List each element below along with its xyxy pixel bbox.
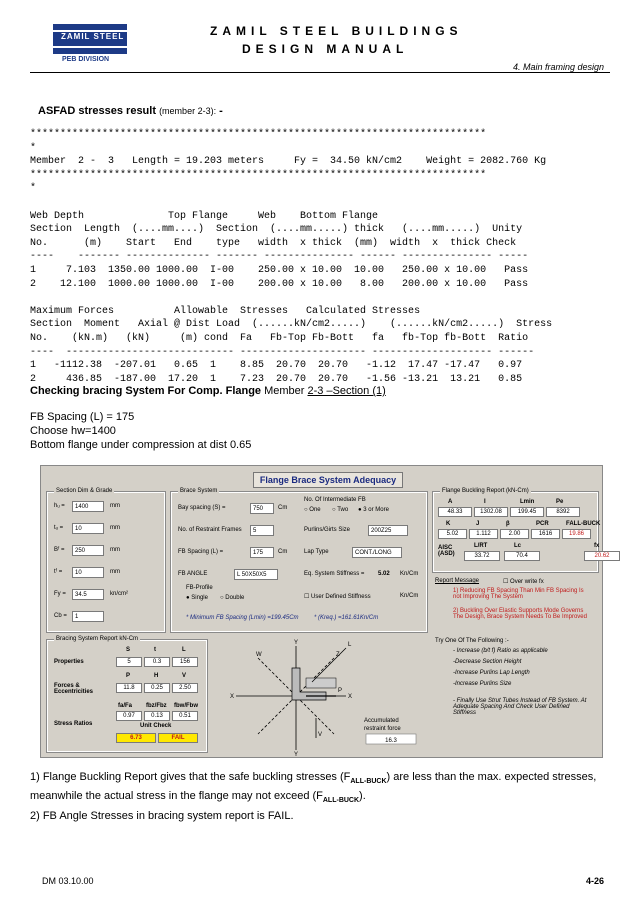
message-2: 2) Buckling Over Elastic Supports Mode Governs The Design, Brace System Needs To Be Improved	[453, 608, 587, 620]
lap-label: Lap Type	[304, 549, 329, 555]
fbr-value: 19.86	[562, 529, 591, 539]
note-1-c: ).	[359, 790, 366, 803]
report-message-label: Report Message	[435, 578, 480, 584]
diag-label-y-top: Y	[294, 640, 299, 646]
fbr-header: Pe	[556, 499, 564, 505]
header-rule	[30, 72, 610, 73]
ratios-header: fa/Fa	[118, 703, 133, 709]
ratios-header: fbz/Fbz	[146, 703, 167, 709]
tw-unit: mm	[110, 525, 120, 531]
flange-buckling-group	[433, 488, 610, 572]
diag-label-y-bottom: Y	[294, 752, 299, 758]
asfad-suffix: -	[216, 105, 223, 117]
section-dim-label: Section Dim & Grade	[56, 488, 113, 494]
bf-input[interactable]: 250	[72, 545, 104, 556]
fbr-value: 1.112	[469, 529, 498, 539]
asfad-line: No. (m) Start End type width x thick (mm) width x thick Check	[30, 237, 517, 249]
fy-unit: kn/cm²	[110, 591, 128, 597]
props-value: 5	[116, 657, 142, 667]
radio-two-label: Two	[337, 507, 349, 513]
chapter-title: 4. Main framing design	[512, 62, 604, 72]
asfad-line: Section Moment Axial @ Dist Load (......kN/cm2.....) (......kN/cm2.....) Stress	[30, 319, 553, 331]
note-1	[30, 770, 615, 808]
tf-unit: mm	[110, 569, 120, 575]
profile-double[interactable]: ○ Double	[220, 595, 245, 601]
user-stiffness-label: User Defined Stiffness	[311, 594, 371, 600]
props-value: 156	[172, 657, 198, 667]
report-message-area	[433, 578, 598, 754]
fbr-value: 70.4	[504, 551, 540, 561]
brace-line	[312, 648, 346, 682]
angle-diagram	[216, 638, 428, 756]
aisc-label: AISC (ASD)	[438, 545, 455, 557]
bracing-report-label: Bracing System Report kN-Cm	[56, 636, 139, 642]
tf-label: tᶠ =	[54, 569, 63, 575]
accum-label-1: Accumulated	[364, 718, 399, 724]
fbr-header: β	[506, 521, 510, 527]
fbr-header: FALL-BUCK	[566, 521, 601, 527]
footer-doc: DM 03.10.00	[42, 876, 94, 886]
fbspacing-label: FB Spacing (L) =	[178, 549, 224, 555]
forces-value: 11.8	[116, 683, 142, 693]
asfad-line: ****************************************************************************	[30, 129, 487, 140]
eq-label: Eq. System Stiffness =	[304, 571, 365, 577]
cb-input[interactable]: 1	[72, 611, 104, 622]
props-header: L	[182, 647, 186, 653]
accum-value: 16.3	[385, 738, 397, 744]
restraint-label: No. of Restraint Frames	[178, 527, 242, 533]
fy-input[interactable]: 34.5	[72, 589, 104, 600]
asfad-line: Maximum Forces Allowable Stresses Calculated Stresses	[30, 305, 421, 317]
fbr-value: 2.00	[500, 529, 529, 539]
fbr-value: 1616	[531, 529, 560, 539]
check-heading-link: 2-3 –Section (1)	[307, 385, 386, 397]
diag-label-v: V	[318, 732, 323, 738]
choose-hw: Choose hw=1400	[30, 425, 116, 437]
accum-label-2: restraint force	[364, 726, 401, 732]
hw-select[interactable]: 1400	[72, 501, 104, 512]
asfad-line	[30, 196, 552, 210]
eq-value: 5.02	[378, 571, 390, 577]
final-note: - Finally Use Strut Tubes Instead of FB System. At Adequate Spacing And Check User Defined Stiffness	[453, 698, 587, 716]
tw-label: tᵤ =	[54, 525, 64, 531]
diag-label-x-right: X	[348, 694, 353, 700]
angle-leg	[306, 678, 336, 688]
ratios-value: 0.97	[116, 711, 142, 721]
hw-label: hᵤ =	[54, 503, 65, 509]
flange-brace-window	[40, 465, 610, 758]
diag-label-w: W	[256, 652, 262, 658]
radio-one[interactable]: ○ One	[304, 507, 321, 513]
fbr-header: PCR	[536, 521, 549, 527]
zamil-logo	[50, 24, 134, 70]
fy-label: Fy =	[54, 591, 66, 597]
tw-input[interactable]: 10	[72, 523, 104, 534]
asfad-line: Member 2 - 3 Length = 19.203 meters Fy = 34.50 kN/cm2 Weight = 2082.760 Kg	[30, 156, 547, 168]
fbr-value: 199.45	[510, 507, 544, 517]
user-stiffness-unit: Kn/Cm	[400, 593, 419, 599]
diag-label-z: Z	[336, 652, 340, 658]
bay-unit: Cm	[278, 505, 288, 511]
forces-header: H	[154, 673, 159, 679]
fbr-value: 20.62	[584, 551, 620, 561]
asfad-line: *	[30, 142, 37, 154]
asfad-line: Section Length (....mm....) Section (....mm.....) thick (....mm.....) Unity	[30, 224, 523, 236]
check-heading-bold: Checking bracing System For Comp. Flange	[30, 385, 262, 397]
ratios-value: 0.51	[172, 711, 198, 721]
fb-spacing: FB Spacing (L) = 175	[30, 411, 135, 423]
fbspacing-input[interactable]: 175	[250, 547, 274, 558]
try-item: - Increase (b/t f) Ratio as applicable	[453, 648, 548, 654]
note-2: 2) FB Angle Stresses in bracing system report is FAIL.	[30, 810, 294, 822]
asfad-line: 1 -1112.38 -207.01 0.65 1 8.85 20.70 20.70 -1.12 17.47 -17.47 0.97	[30, 360, 523, 372]
diag-label-p: P	[338, 688, 343, 694]
hw-unit: mm	[110, 503, 120, 509]
note-1-sub-2: ALL-BUCK	[322, 797, 360, 805]
fbr-value: 1302.08	[474, 507, 508, 517]
props-header: S	[126, 647, 131, 653]
asfad-line: ---- ------- -------------- ------- --------------- ------ --------------- -----	[30, 251, 529, 263]
check-heading-member: Member	[261, 385, 308, 397]
logo-text: ZAMIL STEEL	[61, 32, 125, 41]
asfad-line: No. (kN.m) (kN) (m) cond Fa Fb-Top Fb-Bott fa fb-Top fb-Bott Ratio	[30, 332, 529, 344]
note-1-b: ) are less than the max. expected stresses, meanwhile the actual stress in the flange may not exceed (F	[30, 771, 597, 803]
bottom-flange: Bottom flange under compression at dist 0.65	[30, 439, 252, 451]
fbr-value: 33.72	[464, 551, 500, 561]
ratios-label: Stress Ratios	[54, 721, 93, 727]
asfad-line: Web Depth Top Flange Web Bottom Flange	[30, 210, 379, 222]
check-heading	[30, 385, 386, 397]
forces-header: V	[182, 673, 187, 679]
profile-label: FB-Profile	[186, 585, 213, 591]
tf-input[interactable]: 10	[72, 567, 104, 578]
message-1: 1) Reducing FB Spacing Than Min FB Spacing Is not Improving The System	[453, 588, 584, 600]
purlin-label: Purlins/Girts Size	[304, 527, 351, 533]
forces-value: 2.50	[172, 683, 198, 693]
asfad-title	[38, 105, 223, 117]
asfad-subtitle: (member 2-3):	[159, 106, 217, 116]
diag-label-l: L	[348, 642, 352, 648]
fbr-header: K	[446, 521, 451, 527]
props-header: t	[154, 647, 156, 653]
forces-label: Forces & Eccentricities	[54, 683, 94, 695]
asfad-line: ---- ---------------------------- --------------------- -------------------- ------	[30, 346, 535, 358]
eq-unit: Kn/Cm	[400, 571, 419, 577]
asfad-line: 2 436.85 -187.00 17.20 1 7.23 20.70 20.70 -1.56 -13.21 13.21 0.85	[30, 373, 523, 385]
fbspacing-unit: Cm	[278, 549, 288, 555]
ratios-value: 0.13	[144, 711, 170, 721]
kreq-note: * (Kreq.) =161.61Kn/Cm	[314, 615, 379, 621]
asfad-line: *	[30, 183, 37, 195]
fbr-value: 48.33	[438, 507, 472, 517]
forces-value: 0.25	[144, 683, 170, 693]
bf-label: Bᶠ =	[54, 547, 65, 553]
manual-title: DESIGN MANUAL	[242, 42, 409, 56]
fbr-header: J	[476, 521, 480, 527]
try-item: -Increase Purlins Lap Length	[453, 670, 530, 676]
overwrite-label: Over write fx	[510, 579, 544, 585]
radio-one-label: One	[309, 507, 321, 513]
restraint-input[interactable]: 5	[250, 525, 274, 536]
footer-page: 4-26	[585, 876, 604, 886]
unit-check-status: FAIL	[158, 733, 198, 743]
fbangle-select[interactable]: L 50X50X5	[234, 569, 278, 580]
fbr-header: L/RT	[474, 543, 488, 549]
intermediate-label: No. Of Intermediate FB	[304, 497, 366, 503]
brace-system-label: Brace System	[180, 488, 218, 494]
asfad-line: 1 7.103 1350.00 1000.00 I-00 250.00 x 10.00 10.00 250.00 x 10.00 Pass	[30, 264, 529, 276]
ratios-header: fbw/Fbw	[174, 703, 198, 709]
section-dim-group	[47, 488, 165, 632]
fbangle-label: FB ANGLE	[178, 571, 208, 577]
min-spacing-note: * Minimum FB Spacing (Lmin) =199.45Cm	[186, 615, 299, 621]
asfad-title-text: ASFAD stresses result	[38, 105, 156, 117]
fbr-header: Lmin	[520, 499, 535, 505]
overwrite-check[interactable]: ☐ Over write fx	[503, 579, 544, 585]
fbr-header: fx	[594, 543, 600, 549]
radio-three-label: 3 or More	[363, 507, 389, 513]
asfad-line: ****************************************************************************	[30, 169, 487, 181]
fbr-header: I	[484, 499, 486, 505]
logo-mark	[53, 24, 127, 54]
unit-check-label: Unit Check	[140, 723, 172, 729]
flange-buckling-label: Flange Buckling Report (kN-Cm)	[442, 488, 529, 494]
profile-double-label: Double	[225, 595, 245, 601]
fbr-header: Lc	[514, 543, 522, 549]
asfad-output	[30, 128, 552, 386]
props-label: Properties	[54, 659, 84, 665]
fbr-value: 5.02	[438, 529, 467, 539]
cb-label: Cb =	[54, 613, 67, 619]
props-value: 0.3	[144, 657, 170, 667]
forces-header: P	[126, 673, 131, 679]
brace-system-group	[171, 488, 427, 632]
bf-unit: mm	[110, 547, 120, 553]
radio-two[interactable]: ○ Two	[332, 507, 349, 513]
unit-check-value: 6.73	[116, 733, 156, 743]
bracing-report-group	[47, 636, 207, 752]
try-label: Try One Of The Following :-	[435, 638, 509, 644]
profile-single[interactable]: ● Single	[186, 595, 208, 601]
bay-label: Bay spacing (S) =	[178, 505, 226, 511]
purlin-select[interactable]: 200Z25	[368, 525, 408, 536]
user-stiffness-check[interactable]: ☐ User Defined Stiffness	[304, 594, 371, 600]
lap-select[interactable]: CONT./LONG	[352, 547, 402, 558]
radio-three[interactable]: ● 3 or More	[358, 507, 389, 513]
company-title: ZAMIL STEEL BUILDINGS	[210, 24, 463, 38]
fbr-header: A	[448, 499, 453, 505]
asfad-line	[30, 291, 552, 305]
try-item: -Decrease Section Height	[453, 659, 522, 665]
profile-single-label: Single	[191, 595, 208, 601]
division-label: PEB DIVISION	[62, 56, 110, 63]
diag-label-x-left: X	[230, 694, 235, 700]
window-title: Flange Brace System Adequacy	[253, 472, 403, 488]
note-1-sub-1: ALL-BUCK	[350, 778, 387, 786]
note-1-a: 1) Flange Buckling Report gives that the safe buckling stresses (F	[30, 771, 351, 783]
asfad-line: 2 12.100 1000.00 1000.00 I-00 200.00 x 10.00 8.00 200.00 x 10.00 Pass	[30, 278, 529, 290]
bay-select[interactable]: 750	[250, 503, 274, 514]
fbr-value: 8392	[546, 507, 580, 517]
try-item: -Increase Purlins Size	[453, 681, 512, 687]
